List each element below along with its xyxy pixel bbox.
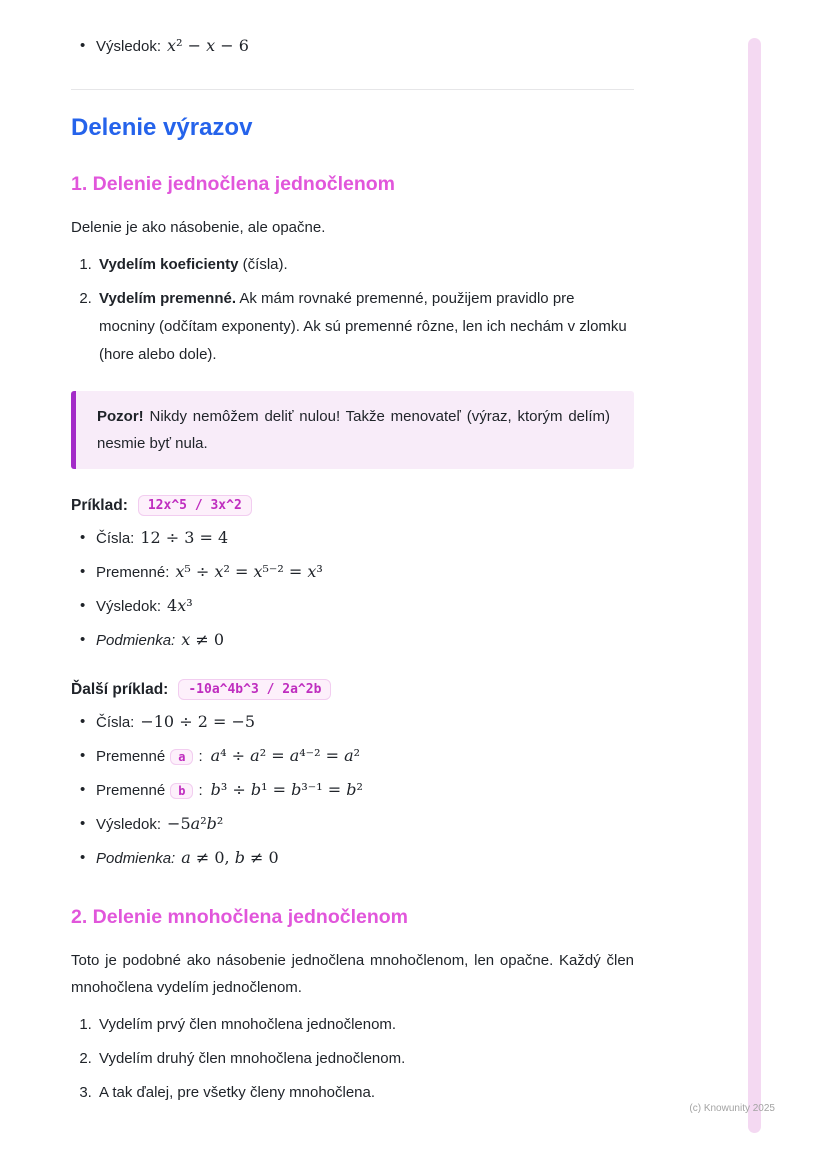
example1-list [71, 526, 634, 653]
list-item [96, 285, 634, 369]
result-label: Výsledok: [96, 38, 162, 55]
step-lead: Vydelím premenné. [99, 290, 236, 307]
bullet-label: Čísla: [96, 714, 135, 731]
math-expression: x ≠ 0 [181, 630, 225, 649]
list-item [71, 34, 634, 59]
math-expression: a⁴ ÷ a² = a⁴⁻² = a² [210, 746, 361, 765]
list-item [71, 812, 634, 837]
example1-label: Príklad: [71, 496, 128, 514]
example2-label: Ďalší príklad: [71, 680, 169, 698]
step-text: Vydelím prvý člen mnohočlena jednočlenom. [99, 1016, 397, 1033]
list-item [71, 628, 634, 653]
list-item [71, 594, 634, 619]
section-divider [71, 89, 634, 90]
section1-steps-list [71, 251, 634, 369]
math-expression: b³ ÷ b¹ = b³⁻¹ = b² [210, 780, 363, 799]
bullet-label: Výsledok: [96, 598, 162, 615]
list-item [71, 710, 634, 735]
bullet-label: Podmienka: [96, 850, 176, 867]
step-text: A tak ďalej, pre všetky členy mnohočlena. [99, 1084, 376, 1101]
section2-heading: 2. Delenie mnohočlena jednočlenom [71, 906, 408, 928]
callout-body: Nikdy nemôžem deliť nulou! Takže menovateľ (výraz, ktorým delím) nesmie byť nula. [97, 408, 610, 452]
warning-callout [71, 391, 634, 469]
section2-steps-list [71, 1011, 634, 1107]
math-expression: 12 ÷ 3 = 4 [140, 528, 229, 547]
copyright-footer: (c) Knowunity 2025 [689, 1103, 775, 1114]
example1-header [71, 495, 634, 516]
bullet-label: Podmienka: [96, 632, 176, 649]
page-title: Delenie výrazov [71, 114, 253, 141]
callout-text [97, 403, 610, 457]
bullet-label: Premenné: [96, 564, 170, 581]
bullet-label: Čísla: [96, 530, 135, 547]
list-item [71, 744, 634, 769]
bullet-label: Výsledok: [96, 816, 162, 833]
example2-list [71, 710, 634, 871]
list-item [96, 1011, 634, 1039]
math-expression: a ≠ 0, b ≠ 0 [181, 848, 279, 867]
list-item [96, 1045, 634, 1073]
result-list [71, 34, 634, 59]
bullet-label: Premenné [96, 748, 166, 765]
list-item [71, 846, 634, 871]
math-expression: −5a²b² [167, 814, 224, 833]
math-expression: x⁵ ÷ x² = x⁵⁻² = x³ [175, 562, 323, 581]
bullet-label: Premenné [96, 782, 166, 799]
list-item [71, 778, 634, 803]
callout-lead: Pozor! [97, 408, 144, 425]
inline-code-b: b [170, 783, 193, 799]
bullet-separator: : [198, 782, 203, 799]
step-text: Vydelím druhý člen mnohočlena jednočlenom. [99, 1050, 406, 1067]
list-item [71, 526, 634, 551]
decorative-accent-bar [748, 38, 761, 1133]
example2-header [71, 679, 634, 700]
step-text: Ak mám rovnaké premenné, použijem pravidlo pre mocniny (odčítam exponenty). Ak sú premenné rôzne, len ich nechám v zlomku (hore alebo dole). [99, 290, 627, 363]
section2-intro: Toto je podobné ako násobenie jednočlena mnohočlenom, len opačne. Každý člen mnohočlena vydelím jednočlenom. [71, 952, 634, 996]
list-item [71, 560, 634, 585]
math-expression: x² − x − 6 [167, 36, 249, 55]
example1-code: 12x^5 / 3x^2 [138, 495, 252, 516]
document-content [71, 0, 634, 1113]
list-item [96, 251, 634, 279]
example2-code: -10a^4b^3 / 2a^2b [178, 679, 331, 700]
section1-heading: 1. Delenie jednočlena jednočlenom [71, 173, 396, 195]
step-lead: Vydelím koeficienty [99, 256, 239, 273]
inline-code-a: a [170, 749, 193, 765]
math-expression: 4x³ [167, 596, 193, 615]
math-expression: −10 ÷ 2 = −5 [140, 712, 256, 731]
section1-intro: Delenie je ako násobenie, ale opačne. [71, 219, 326, 236]
bullet-separator: : [198, 748, 203, 765]
step-text: (čísla). [238, 256, 288, 273]
